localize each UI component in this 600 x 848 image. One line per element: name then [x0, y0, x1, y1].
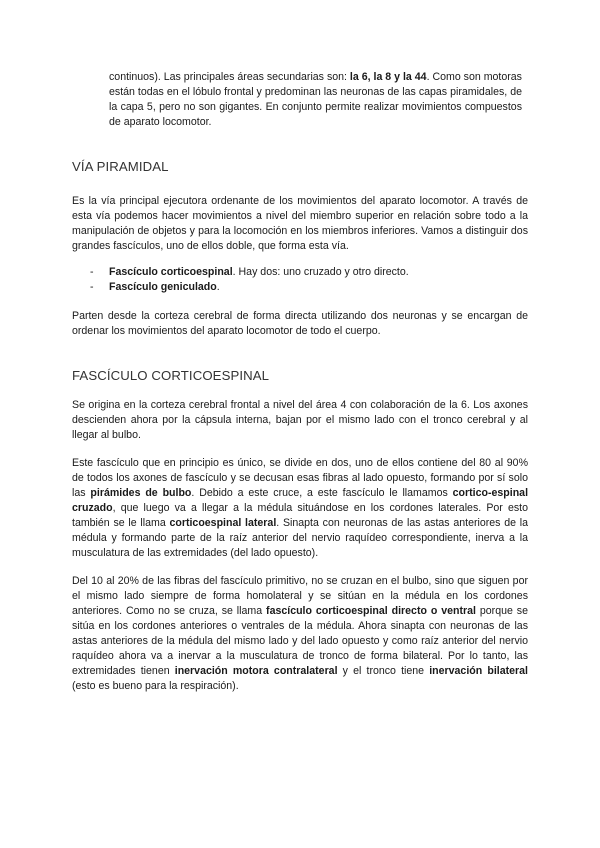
list-item-text: . Hay dos: uno cruzado y otro directo. [232, 266, 409, 278]
p3-bold-directo: fascículo corticoespinal directo o ventral [266, 605, 476, 617]
corticoespinal-paragraph-2 [72, 456, 528, 561]
dash-mark: - [90, 281, 94, 293]
list-item [72, 280, 528, 295]
p3-text-1: Del 10 al 20% de las fibras del fascículo primitivo, no se cruzan en el bulbo, sino que siguen por el mismo lado siempre de forma homolateral y se sitúan en la médula en los cordones anteriores. Como no se cruza, se llama [72, 575, 528, 617]
via-piramidal-paragraph-1: Es la vía principal ejecutora ordenante de los movimientos del aparato locomotor. A través de esta vía podemos hacer movimientos a nivel del miembro superior en relación sobre todo a la manipulación de objetos y para la locomoción en los miembros inferiores. Vamos a distinguir dos grandes fascículos, uno de ellos doble, que forma esta vía. [72, 195, 528, 252]
p2-text-1: Este fascículo que en principio es único, se divide en dos, uno de ellos contiene del 80 al 90% de todos los axones de fascículo y se decusan esas fibras al lado opuesto, formando por sí solo las [72, 457, 528, 499]
p2-bold-lateral: corticoespinal lateral [169, 517, 277, 529]
list-item-bold: Fascículo corticoespinal [109, 266, 233, 278]
list-item-bold: Fascículo geniculado [109, 281, 217, 293]
intro-paragraph [109, 70, 522, 130]
p2-text-3: , que luego va a llegar a la médula situándose en los cordones laterales. Por esto también se le llama [72, 502, 528, 529]
fasciculos-list [72, 265, 528, 295]
p2-text-4: . Sinapta con neuronas de las astas anteriores de la médula y formando parte de la raíz anterior del nervio raquídeo correspondiente, inerva a la musculatura de las extremidades (del lado opuesto). [72, 517, 528, 559]
list-item [72, 265, 528, 280]
p3-text-2: porque se sitúa en los cordones anteriores o ventrales de la médula. Ahora sinapta con neuronas de las astas anteriores de la médula del mismo lado y del lado opuesto y como raíz anterior del nervio raquídeo ahora va a inervar a la musculatura de tronco de forma bilateral. Por lo tanto, las extremidades tienen [72, 605, 528, 677]
p3-bold-bilateral: inervación bilateral [429, 665, 528, 677]
heading-via-piramidal: VÍA PIRAMIDAL [72, 159, 169, 174]
dash-mark: - [90, 266, 94, 278]
via-piramidal-paragraph-2: Parten desde la corteza cerebral de forma directa utilizando dos neuronas y se encargan de ordenar los movimientos del aparato locomotor de todo el cuerpo. [72, 310, 528, 337]
p2-text-2: . Debido a este cruce, a este fascículo le llamamos [191, 487, 453, 499]
corticoespinal-paragraph-1: Se origina en la corteza cerebral frontal a nivel del área 4 con colaboración de la 6. Los axones descienden ahora por la cápsula interna, bajan por el mismo lado con el tronco cerebral y al llegar al bulbo. [72, 399, 528, 441]
p3-bold-contralateral: inervación motora contralateral [174, 665, 338, 677]
intro-text-1: continuos). Las principales áreas secundarias son: [109, 71, 350, 83]
p3-text-3: y el tronco tiene [337, 665, 430, 677]
intro-text-2: . Como son motoras están todas en el lóbulo frontal y predominan las neuronas de las capas piramidales, de la capa 5, pero no son gigantes. En conjunto permite realizar movimientos compuestos de aparato locomotor. [109, 71, 522, 128]
p2-bold-piramides: pirámides de bulbo [90, 487, 192, 499]
heading-fasciculo-corticoespinal: FASCÍCULO CORTICOESPINAL [72, 368, 270, 383]
corticoespinal-paragraph-3 [72, 574, 528, 694]
intro-bold-areas: la 6, la 8 y la 44 [349, 71, 427, 83]
list-item-text: . [216, 281, 220, 293]
p2-bold-cruzado: cortico-espinal cruzado [72, 487, 529, 514]
p3-text-4: (esto es bueno para la respiración). [72, 680, 239, 692]
